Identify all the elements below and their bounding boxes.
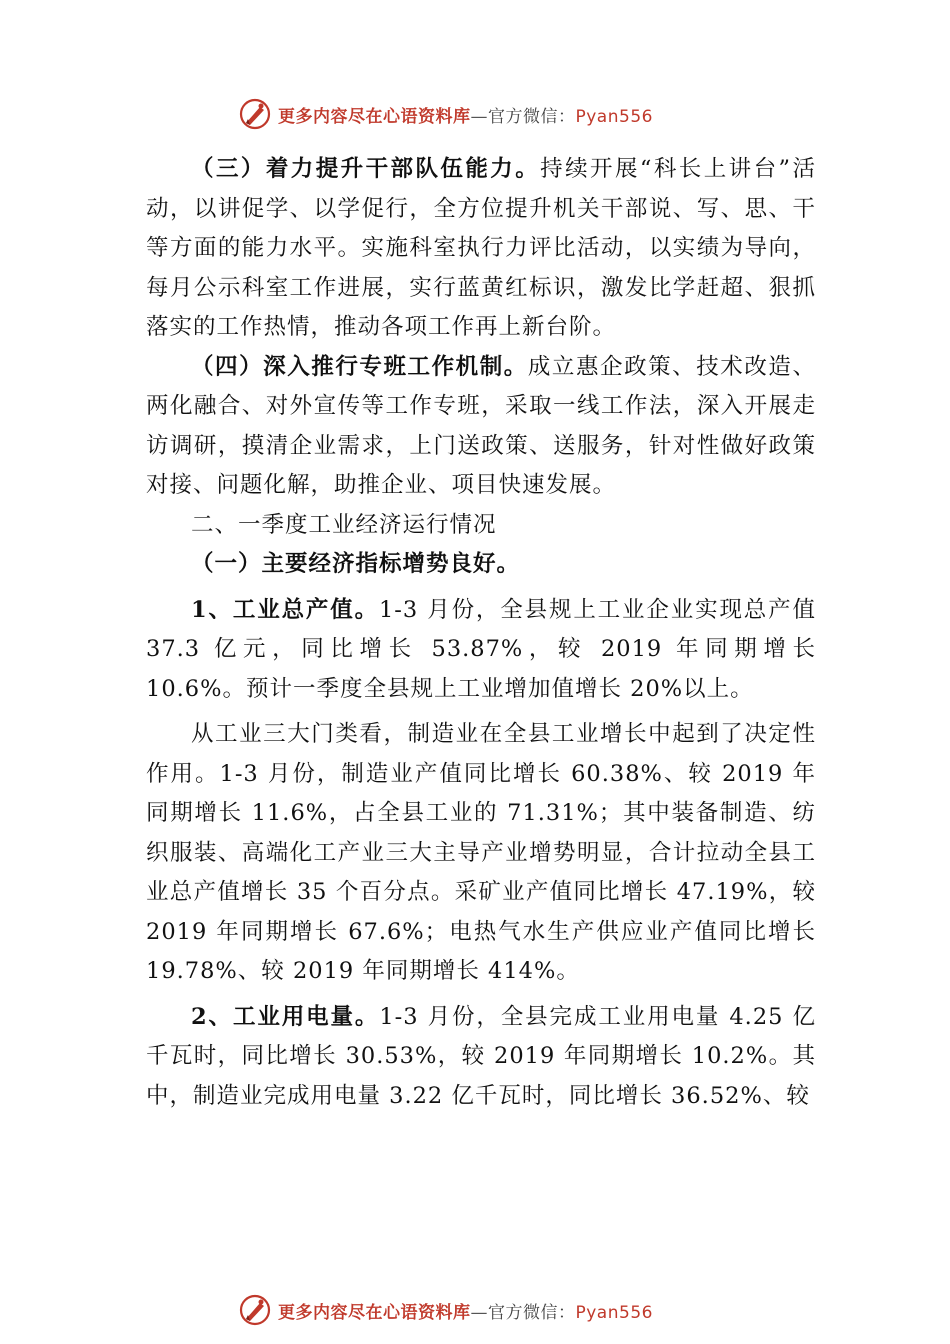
pen-logo-icon: [238, 97, 272, 131]
subheading-key-indicators-text: （一）主要经济指标增势良好。: [191, 551, 521, 577]
heading-cadre-capability: （三）着力提升干部队伍能力。: [191, 156, 541, 182]
watermark-separator: —: [470, 106, 488, 127]
watermark-brand: 更多内容尽在心语资料库: [278, 106, 471, 127]
footer-watermark: [238, 1292, 653, 1328]
body-cadre-capability: 持续开展“科长上讲台”活动，以讲促学、以学促行，全方位提升机关干部说、写、思、干等方面的能力水平。实施科室执行力评比活动，以实绩为导向，每月公示科室工作进展，实行蓝黄红标识，激发比学赶超、狠抓落实的工作热情，推动各项工作再上新台阶。: [146, 156, 816, 340]
watermark-text: [278, 1298, 653, 1323]
heading-total-output: 1、工业总产值。: [191, 596, 379, 623]
paragraph-electricity: [146, 998, 816, 1117]
paragraph-three-categories: 从工业三大门类看，制造业在全县工业增长中起到了决定性作用。1-3 月份，制造业产值同比增长 60.38%、较 2019 年同期增长 11.6%，占全县工业的 71.31%；其中装备制造、纺织服装、高端化工产业三大主导产业增势明显，合计拉动全县工业总产值增长 35 个百分点。采矿业产值同比增长 47.19%，较 2019 年同期增长 67.6%；电热气水生产供应业产值同比增长 19.78%、较 2019 年同期增长 414%。: [146, 721, 816, 984]
watermark-wechat-label: 官方微信：: [488, 1302, 576, 1323]
header-watermark: [238, 96, 653, 132]
section-heading-q1-operation: 二、一季度工业经济运行情况: [191, 511, 497, 538]
heading-task-force: （四）深入推行专班工作机制。: [191, 353, 528, 380]
pen-logo-icon: [238, 1293, 272, 1327]
watermark-wechat-id: Pyan556: [575, 106, 653, 127]
watermark-wechat-id: Pyan556: [575, 1302, 653, 1323]
watermark-wechat-label: 官方微信：: [488, 106, 576, 127]
paragraph-cadre-capability: [146, 150, 816, 348]
paragraph-total-output: [146, 591, 816, 710]
document-body: [146, 150, 816, 1116]
body-electricity: 1-3 月份，全县完成工业用电量 4.25 亿千瓦时，同比增长 30.53%，较 2019 年同期增长 10.2%。其中，制造业完成用电量 3.22 亿千瓦时，同比增长 36.52%、较: [146, 1003, 817, 1109]
subheading-key-indicators: [146, 545, 816, 585]
paragraph-task-force: [146, 348, 816, 506]
watermark-text: [278, 102, 653, 127]
heading-electricity: 2、工业用电量。: [191, 1003, 380, 1030]
body-total-output: 1-3 月份，全县规上工业企业实现总产值 37.3 亿元，同比增长 53.87%，较 2019 年同期增长 10.6%。预计一季度全县规上工业增加值增长 20%以上。: [146, 596, 817, 702]
watermark-brand: 更多内容尽在心语资料库: [278, 1302, 471, 1323]
body-task-force: 成立惠企政策、技术改造、两化融合、对外宣传等工作专班，采取一线工作法，深入开展走访调研，摸清企业需求，上门送政策、送服务，针对性做好政策对接、问题化解，助推企业、项目快速发展。: [146, 353, 816, 498]
watermark-separator: —: [470, 1302, 488, 1323]
